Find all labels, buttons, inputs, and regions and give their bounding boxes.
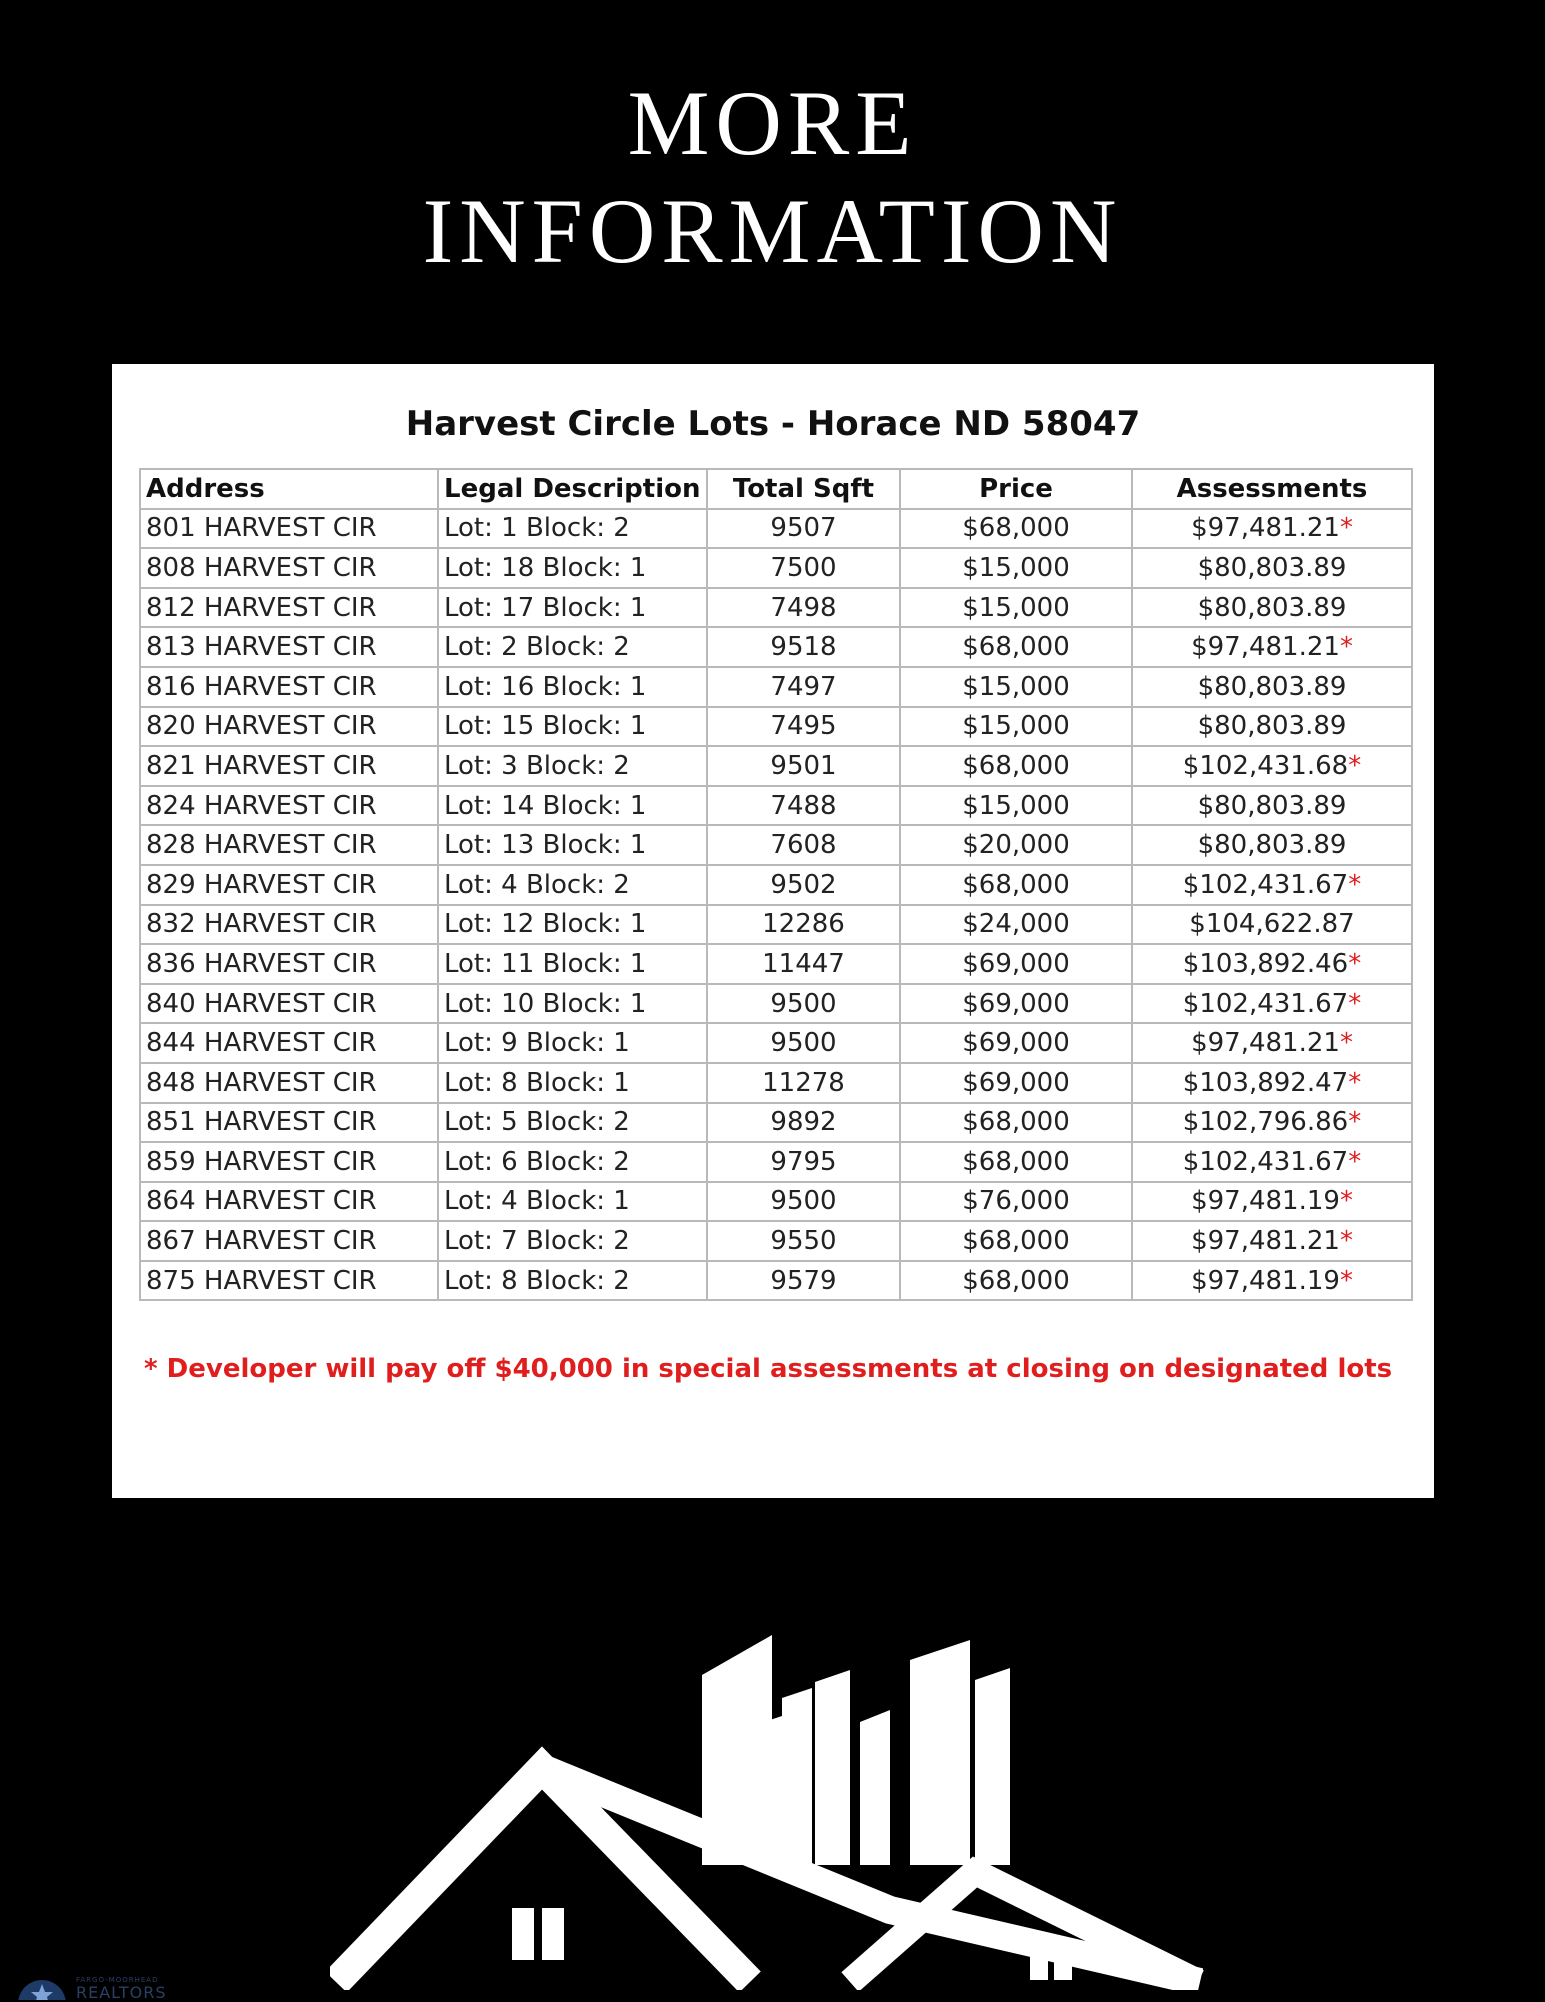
address-cell: 824 HARVEST CIR bbox=[140, 786, 438, 826]
realtors-watermark bbox=[16, 1978, 196, 2000]
total-sqft-cell: 9795 bbox=[707, 1142, 900, 1182]
designated-lot-marker: * bbox=[1348, 1067, 1362, 1098]
total-sqft-cell: 7488 bbox=[707, 786, 900, 826]
price-cell: $69,000 bbox=[900, 944, 1132, 984]
address-cell: 864 HARVEST CIR bbox=[140, 1182, 438, 1222]
price-cell: $15,000 bbox=[900, 548, 1132, 588]
table-body bbox=[140, 509, 1412, 1301]
table-row bbox=[140, 1221, 1412, 1261]
legal-description-cell: Lot: 10 Block: 1 bbox=[438, 984, 707, 1024]
legal-description-cell: Lot: 4 Block: 2 bbox=[438, 865, 707, 905]
legal-description-cell: Lot: 14 Block: 1 bbox=[438, 786, 707, 826]
legal-description-cell: Lot: 5 Block: 2 bbox=[438, 1103, 707, 1143]
page-title-line-2: INFORMATION bbox=[422, 180, 1123, 282]
table-row bbox=[140, 984, 1412, 1024]
designated-lot-marker: * bbox=[1348, 750, 1362, 781]
assessments-cell bbox=[1132, 1023, 1412, 1063]
price-cell: $68,000 bbox=[900, 509, 1132, 549]
watermark-big-text: REALTORS bbox=[76, 1983, 167, 2002]
column-header-assessments: Assessments bbox=[1132, 469, 1412, 509]
legal-description-cell: Lot: 8 Block: 2 bbox=[438, 1261, 707, 1301]
assessments-cell bbox=[1132, 905, 1412, 945]
total-sqft-cell: 11447 bbox=[707, 944, 900, 984]
designated-lot-marker: * bbox=[1339, 513, 1353, 544]
assessments-cell bbox=[1132, 627, 1412, 667]
legal-description-cell: Lot: 16 Block: 1 bbox=[438, 667, 707, 707]
total-sqft-cell: 9502 bbox=[707, 865, 900, 905]
table-row bbox=[140, 1103, 1412, 1143]
address-cell: 867 HARVEST CIR bbox=[140, 1221, 438, 1261]
legal-description-cell: Lot: 18 Block: 1 bbox=[438, 548, 707, 588]
price-cell: $24,000 bbox=[900, 905, 1132, 945]
price-cell: $15,000 bbox=[900, 707, 1132, 747]
table-row bbox=[140, 627, 1412, 667]
column-header-total-sqft: Total Sqft bbox=[707, 469, 900, 509]
total-sqft-cell: 9507 bbox=[707, 509, 900, 549]
legal-description-cell: Lot: 1 Block: 2 bbox=[438, 509, 707, 549]
assessment-value: $97,481.21 bbox=[1191, 1028, 1340, 1059]
house-skyline-icon bbox=[330, 1610, 1210, 1990]
assessment-value: $80,803.89 bbox=[1197, 671, 1347, 702]
address-cell: 859 HARVEST CIR bbox=[140, 1142, 438, 1182]
price-cell: $15,000 bbox=[900, 667, 1132, 707]
lots-panel bbox=[112, 364, 1434, 1498]
address-cell: 816 HARVEST CIR bbox=[140, 667, 438, 707]
assessments-cell bbox=[1132, 509, 1412, 549]
assessments-cell bbox=[1132, 746, 1412, 786]
table-row bbox=[140, 1261, 1412, 1301]
address-cell: 832 HARVEST CIR bbox=[140, 905, 438, 945]
table-title: Harvest Circle Lots - Horace ND 58047 bbox=[405, 404, 1141, 444]
table-row bbox=[140, 746, 1412, 786]
address-cell: 828 HARVEST CIR bbox=[140, 825, 438, 865]
assessments-cell bbox=[1132, 707, 1412, 747]
assessments-cell bbox=[1132, 1261, 1412, 1301]
lots-table bbox=[139, 468, 1413, 1301]
assessment-value: $97,481.21 bbox=[1191, 1226, 1340, 1257]
assessment-value: $97,481.19 bbox=[1191, 1265, 1340, 1296]
legal-description-cell: Lot: 12 Block: 1 bbox=[438, 905, 707, 945]
address-cell: 801 HARVEST CIR bbox=[140, 509, 438, 549]
legal-description-cell: Lot: 6 Block: 2 bbox=[438, 1142, 707, 1182]
assessment-value: $102,431.67 bbox=[1182, 988, 1349, 1019]
legal-description-cell: Lot: 7 Block: 2 bbox=[438, 1221, 707, 1261]
legal-description-cell: Lot: 4 Block: 1 bbox=[438, 1182, 707, 1222]
legal-description-cell: Lot: 8 Block: 1 bbox=[438, 1063, 707, 1103]
address-cell: 808 HARVEST CIR bbox=[140, 548, 438, 588]
address-cell: 813 HARVEST CIR bbox=[140, 627, 438, 667]
designated-lot-marker: * bbox=[1339, 1226, 1353, 1257]
address-cell: 829 HARVEST CIR bbox=[140, 865, 438, 905]
legal-description-cell: Lot: 3 Block: 2 bbox=[438, 746, 707, 786]
legal-description-cell: Lot: 9 Block: 1 bbox=[438, 1023, 707, 1063]
price-cell: $20,000 bbox=[900, 825, 1132, 865]
price-cell: $15,000 bbox=[900, 786, 1132, 826]
address-cell: 851 HARVEST CIR bbox=[140, 1103, 438, 1143]
column-header-legal-description: Legal Description bbox=[438, 469, 707, 509]
price-cell: $68,000 bbox=[900, 1221, 1132, 1261]
table-header-row bbox=[140, 469, 1412, 509]
assessments-cell bbox=[1132, 1063, 1412, 1103]
legal-description-cell: Lot: 2 Block: 2 bbox=[438, 627, 707, 667]
total-sqft-cell: 9501 bbox=[707, 746, 900, 786]
designated-lot-marker: * bbox=[1348, 869, 1362, 900]
designated-lot-marker: * bbox=[1348, 948, 1362, 979]
table-row bbox=[140, 1142, 1412, 1182]
price-cell: $68,000 bbox=[900, 746, 1132, 786]
designated-lot-marker: * bbox=[1339, 1186, 1353, 1217]
assessments-cell bbox=[1132, 944, 1412, 984]
column-header-price: Price bbox=[900, 469, 1132, 509]
page-title-line-1: MORE bbox=[627, 72, 918, 174]
total-sqft-cell: 9500 bbox=[707, 984, 900, 1024]
star-globe-icon bbox=[16, 1978, 68, 2000]
price-cell: $68,000 bbox=[900, 865, 1132, 905]
total-sqft-cell: 7495 bbox=[707, 707, 900, 747]
assessment-value: $103,892.46 bbox=[1182, 948, 1349, 979]
table-row bbox=[140, 667, 1412, 707]
price-cell: $68,000 bbox=[900, 1103, 1132, 1143]
table-row bbox=[140, 865, 1412, 905]
address-cell: 840 HARVEST CIR bbox=[140, 984, 438, 1024]
address-cell: 821 HARVEST CIR bbox=[140, 746, 438, 786]
assessment-value: $103,892.47 bbox=[1182, 1067, 1349, 1098]
total-sqft-cell: 7497 bbox=[707, 667, 900, 707]
assessment-value: $80,803.89 bbox=[1197, 830, 1347, 861]
total-sqft-cell: 7608 bbox=[707, 825, 900, 865]
table-row bbox=[140, 588, 1412, 628]
assessments-cell bbox=[1132, 1182, 1412, 1222]
price-cell: $68,000 bbox=[900, 1261, 1132, 1301]
footnote: * Developer will pay off $40,000 in special assessments at closing on designated lots bbox=[144, 1354, 1393, 1384]
table-row bbox=[140, 548, 1412, 588]
total-sqft-cell: 9500 bbox=[707, 1023, 900, 1063]
price-cell: $69,000 bbox=[900, 1023, 1132, 1063]
designated-lot-marker: * bbox=[1348, 1146, 1362, 1177]
legal-description-cell: Lot: 17 Block: 1 bbox=[438, 588, 707, 628]
assessment-value: $80,803.89 bbox=[1197, 711, 1347, 742]
table-row bbox=[140, 1023, 1412, 1063]
assessment-value: $80,803.89 bbox=[1197, 552, 1347, 583]
table-row bbox=[140, 905, 1412, 945]
assessments-cell bbox=[1132, 548, 1412, 588]
assessments-cell bbox=[1132, 1221, 1412, 1261]
designated-lot-marker: * bbox=[1348, 988, 1362, 1019]
price-cell: $76,000 bbox=[900, 1182, 1132, 1222]
assessment-value: $102,431.68 bbox=[1182, 750, 1349, 781]
total-sqft-cell: 9892 bbox=[707, 1103, 900, 1143]
watermark-small-text: FARGO-MOORHEAD bbox=[76, 1976, 159, 1984]
designated-lot-marker: * bbox=[1339, 632, 1353, 663]
address-cell: 844 HARVEST CIR bbox=[140, 1023, 438, 1063]
table-row bbox=[140, 707, 1412, 747]
table-row bbox=[140, 1182, 1412, 1222]
total-sqft-cell: 9579 bbox=[707, 1261, 900, 1301]
assessments-cell bbox=[1132, 588, 1412, 628]
assessment-value: $102,431.67 bbox=[1182, 869, 1349, 900]
assessment-value: $80,803.89 bbox=[1197, 790, 1347, 821]
table-row bbox=[140, 509, 1412, 549]
address-cell: 836 HARVEST CIR bbox=[140, 944, 438, 984]
assessments-cell bbox=[1132, 786, 1412, 826]
price-cell: $68,000 bbox=[900, 627, 1132, 667]
total-sqft-cell: 7498 bbox=[707, 588, 900, 628]
assessments-cell bbox=[1132, 984, 1412, 1024]
price-cell: $69,000 bbox=[900, 1063, 1132, 1103]
assessment-value: $97,481.21 bbox=[1191, 632, 1340, 663]
total-sqft-cell: 11278 bbox=[707, 1063, 900, 1103]
table-row bbox=[140, 944, 1412, 984]
assessment-value: $102,796.86 bbox=[1182, 1107, 1349, 1138]
assessments-cell bbox=[1132, 825, 1412, 865]
assessment-value: $104,622.87 bbox=[1189, 909, 1355, 940]
assessments-cell bbox=[1132, 667, 1412, 707]
table-row bbox=[140, 1063, 1412, 1103]
price-cell: $69,000 bbox=[900, 984, 1132, 1024]
total-sqft-cell: 9518 bbox=[707, 627, 900, 667]
assessments-cell bbox=[1132, 865, 1412, 905]
table-row bbox=[140, 825, 1412, 865]
assessment-value: $102,431.67 bbox=[1182, 1146, 1349, 1177]
designated-lot-marker: * bbox=[1339, 1028, 1353, 1059]
total-sqft-cell: 9550 bbox=[707, 1221, 900, 1261]
price-cell: $68,000 bbox=[900, 1142, 1132, 1182]
designated-lot-marker: * bbox=[1348, 1107, 1362, 1138]
assessment-value: $97,481.21 bbox=[1191, 513, 1340, 544]
address-cell: 812 HARVEST CIR bbox=[140, 588, 438, 628]
designated-lot-marker: * bbox=[1339, 1265, 1353, 1296]
column-header-address: Address bbox=[140, 469, 438, 509]
assessment-value: $80,803.89 bbox=[1197, 592, 1347, 623]
address-cell: 875 HARVEST CIR bbox=[140, 1261, 438, 1301]
legal-description-cell: Lot: 11 Block: 1 bbox=[438, 944, 707, 984]
assessments-cell bbox=[1132, 1103, 1412, 1143]
address-cell: 848 HARVEST CIR bbox=[140, 1063, 438, 1103]
assessments-cell bbox=[1132, 1142, 1412, 1182]
total-sqft-cell: 7500 bbox=[707, 548, 900, 588]
total-sqft-cell: 9500 bbox=[707, 1182, 900, 1222]
legal-description-cell: Lot: 13 Block: 1 bbox=[438, 825, 707, 865]
address-cell: 820 HARVEST CIR bbox=[140, 707, 438, 747]
legal-description-cell: Lot: 15 Block: 1 bbox=[438, 707, 707, 747]
assessment-value: $97,481.19 bbox=[1191, 1186, 1340, 1217]
total-sqft-cell: 12286 bbox=[707, 905, 900, 945]
table-row bbox=[140, 786, 1412, 826]
price-cell: $15,000 bbox=[900, 588, 1132, 628]
